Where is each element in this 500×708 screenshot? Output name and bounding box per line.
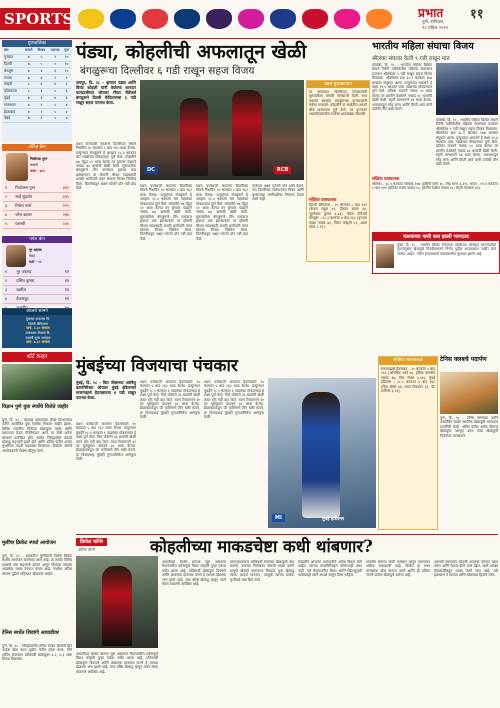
points-table-cell: ५ bbox=[48, 88, 62, 95]
cap-table-cell: ४ bbox=[3, 295, 14, 304]
points-table-cell: ५ bbox=[48, 109, 62, 116]
purple-cap-player-wickets: बळी - १२ bbox=[29, 260, 42, 264]
points-table-cell: ९ bbox=[62, 75, 71, 82]
mumbai-photo bbox=[268, 378, 376, 528]
orange-cap-player-runs: धावा - ३४९ bbox=[30, 169, 45, 173]
points-table-cell: ३ bbox=[35, 88, 48, 95]
cap-table-row bbox=[3, 220, 71, 229]
cap-table-row bbox=[3, 202, 71, 211]
todays-match-line6: सायं. ७.३० वाजता bbox=[26, 340, 50, 344]
women-photo bbox=[436, 63, 498, 115]
left-story1-headline: विज्ञान पुणे युवा स्पर्धेचे विजेते जाहीर bbox=[2, 404, 69, 410]
cap-table-cell: जोस बटलर bbox=[13, 211, 54, 220]
todays-match-title: आजचे सामने bbox=[2, 309, 72, 315]
team-logo-icon bbox=[302, 9, 328, 29]
women-body-col2: कोलंबो, दि. १८ - भारतीय महिला क्रिकेट संघाने तिरंगी मालिकेतील पहिल्या सामन्यात यजमान श्रीलंकेवर ९ गडी राखून सहज विजय मिळवला. श्रीलंकेचा डाव ३८.१ षटकांत १४७ धावांवर संपुष्टात आला. प्रत्युत्तरात भारताने हे लक्ष्य २९.४ षटकांत एका गड्याच्या मोबदल्यात पूर्ण केले. प्रतिका रावलने नाबाद ५० धावा केल्या तर हरलीन देओलने नाबाद ४८ धावांची खेळी केली. स्मृती मानधनाने ४३ धावा केल्या. भारताकडून स्नेह राणा आणि दीप्ती शर्मा यांनी प्रत्येकी तीन बळी घेतले. bbox=[436, 118, 498, 167]
women-body-col1: कोलंबो, दि. १८ - भारतीय महिला क्रिकेट संघाने तिरंगी मालिकेतील पहिल्या सामन्यात यजमान श्रीलंकेवर ९ गडी राखून सहज विजय मिळवला. श्रीलंकेचा डाव ३८.१ षटकांत १४७ धावांवर संपुष्टात आला. प्रत्युत्तरात भारताने हे लक्ष्य २९.४ षटकांत एका गड्याच्या मोबदल्यात पूर्ण केले. प्रतिका रावलने नाबाद ५० धावा केल्या तर हरलीन देओलने नाबाद ४८ धावांची खेळी केली. स्मृती मानधनाने ४३ धावा केल्या. भारताकडून स्नेह राणा आणि दीप्ती शर्मा यांनी प्रत्येकी तीन बळी घेतले. bbox=[372, 63, 432, 112]
short-news-label: शॉर्ट कव्हर bbox=[26, 354, 48, 360]
mumbai-photo-caption: मुंबई इंडियन्स bbox=[322, 517, 344, 522]
purple-cap-player-photo bbox=[6, 245, 26, 267]
left-story3-headline: टेनिस स्पर्धेत शिवांगी आघाडीवर bbox=[2, 630, 59, 636]
cap-table-row bbox=[3, 295, 71, 304]
points-table-row bbox=[3, 61, 71, 68]
page-number: ११ bbox=[470, 7, 484, 22]
points-table-row bbox=[3, 54, 71, 61]
points-table-cell: २ bbox=[48, 61, 62, 68]
points-table-row bbox=[3, 88, 71, 95]
points-table-cell: ७ bbox=[23, 115, 36, 122]
left-story2-headline: मुलींचा क्रिकेट स्पर्धा आयोजन bbox=[2, 540, 56, 546]
main-pull-quote: कर्णधार अक्षर पटेलने दोन बळी घेतले, पण दिल्लीच्या गोलंदाजांना विराट आणि कृणालच्या भागीदारीवर नियंत्रण ठेवता आले नाही. bbox=[252, 184, 304, 202]
points-table-cell: ४ bbox=[62, 109, 71, 116]
player-figure-right bbox=[232, 90, 262, 176]
scoreboard-body: दिल्ली कॅपिटल्स - २० षटकांत ८ बाद १६२ (केएल राहुल ४१, ट्रिस्टन स्टब्स ३४, भुवनेश्वर कुमार ३-३३). रॉयल चॅलेंजर्स बंगळुरू - १८.३ षटकांत ४ बाद १६५ (कृणाल पंड्या नाबाद ७३, विराट कोहली ५१, अक्षर पटेल २-१९). bbox=[309, 203, 367, 230]
todays-match-line5: लखनौ सुपर जायंट्स bbox=[25, 335, 51, 340]
points-table-box bbox=[2, 40, 72, 142]
women-subheadline: श्रीलंका संघावर केली ९ गडी राखून मात bbox=[372, 56, 450, 62]
points-table-row bbox=[3, 68, 71, 75]
points-table-cell: ४ bbox=[48, 81, 62, 88]
brand-logo: प्रभात bbox=[418, 6, 444, 20]
team-logos bbox=[78, 9, 408, 29]
mumbai-player-figure bbox=[302, 392, 340, 518]
points-table-cell: ३ bbox=[35, 95, 48, 102]
purple-cap-player-team: चेन्नई bbox=[29, 254, 35, 258]
points-table-cell: ६ bbox=[62, 88, 71, 95]
points-table-cell: १० bbox=[62, 68, 71, 75]
photo-score-tag-right: RCB bbox=[274, 166, 291, 174]
bottom-kicker: क्रिकेट कॉर्नर bbox=[76, 538, 107, 546]
bottom-photo-kohli bbox=[76, 556, 158, 648]
points-table-cell: १० bbox=[62, 54, 71, 61]
points-table-cell: चेन्नई bbox=[3, 115, 23, 122]
points-table-cell: ४ bbox=[35, 68, 48, 75]
cap-table-row bbox=[3, 268, 71, 277]
cap-table-row bbox=[3, 277, 71, 286]
team-logo-icon bbox=[238, 9, 264, 29]
photo-score-tag-left: DC bbox=[144, 166, 158, 174]
points-table-cell: ७ bbox=[23, 54, 36, 61]
purple-cap-box bbox=[2, 236, 72, 306]
todays-match-line3: सायं. ३.३० वाजता bbox=[26, 326, 50, 330]
left-story1-body: पुणे, दि. १८ - महाराष्ट्र शासनाच्या क्रीडा विभागाच्या वतीने आयोजित युवा स्पर्धेचा निकाल जाहीर झाला. विविध गटांतील विजेत्या खेळाडूंना पदके आणि प्रमाणपत्र देऊन गौरविण्यात आले. या वेळी अनेक मान्यवर उपस्थित होते. स्पर्धेत जिल्ह्यातील शेकडो खेळाडू सहभागी झाले होते आणि अंतिम फेरीत अत्यंत चुरशीच्या लढती पाहायला मिळाल्या. विजेत्या संघांचे आयोजकांनी विशेष कौतुक केले. bbox=[2, 418, 72, 453]
city-line: पुणे, शनिवार, bbox=[422, 20, 445, 25]
mumbai-photo-badge: MI bbox=[272, 514, 285, 522]
orange-cap-title: ऑरेंज कॅप bbox=[2, 144, 72, 151]
points-table-cell: २ bbox=[48, 75, 62, 82]
special-box bbox=[306, 80, 370, 262]
left-story3-body: पुणे, दि. १८ - जिल्हास्तरीय टेनिस स्पर्धेत शिवांगी हिने उत्कृष्ट खेळ करत पुढील फेरीत प्रवेश केला. तिने अंतिम सामन्यात प्रतिस्पर्धी खेळाडूवर ६-२, ६-३ असा विजय मिळवला. bbox=[2, 644, 72, 662]
cap-table-cell: प्रसिध कृष्णा bbox=[14, 277, 55, 286]
points-table-cell: ५ bbox=[35, 61, 48, 68]
cap-table-cell: नूर अहमद bbox=[14, 268, 55, 277]
mumbai-scoreboard-title: संक्षिप्त धावफलक bbox=[379, 357, 437, 365]
bottom-kicker-author: अमित डोंगरे bbox=[78, 547, 96, 552]
mumbai-body-col3: प्रथम फलंदाजी करताना हैदराबादने २० षटकांत ५ बाद १६२ धावा केल्या. प्रत्युत्तरात मुंबईने १८.१ षटकांत ६ गड्यांच्या मोबदल्यात हे लक्ष्य पूर्ण केले. विल जॅक्सने ३६ धावांची खेळी करत दोन गडी बाद केले. रायन रिकल्टनने ३१ तर सूर्यकुमार यादवने २६ धावा केल्या. हैदराबादकडून पॅट कमिन्सने तीन बळी घेतले. या विजयासह मुंबईने गुणतालिकेत आगेकूच केली. bbox=[204, 380, 264, 420]
mumbai-headline: मुंबईच्या विजयाचा पंचकार bbox=[76, 356, 238, 376]
team-logo-icon bbox=[206, 9, 232, 29]
special-box-title: खास मुकाबल्यात bbox=[307, 81, 369, 88]
points-table-cell: ८ bbox=[62, 81, 71, 88]
ad-box-body: मुंबई, दि. १८ - भारतीय क्रिकेट नियामक मंडळाच्या अधिकृत सामन्यातील सूचनांनुसार खेळाडूंचे निवडीबाबतचे निर्णय पुढील आठवड्यात जाहीर केले जाणार आहेत. नवीन हंगामासाठी संघबांधणीस सुरुवात झाली आहे. bbox=[397, 243, 496, 256]
date-line: १८ एप्रिल २०२५ bbox=[422, 26, 449, 31]
orange-cap-player-name: निकोलस पुरन bbox=[30, 157, 48, 161]
cap-table-cell: १ bbox=[3, 268, 14, 277]
points-table-cell: ७ bbox=[23, 109, 36, 116]
team-logo-icon bbox=[142, 9, 168, 29]
points-table-cell: ५ bbox=[35, 54, 48, 61]
cap-table-cell: ५ bbox=[3, 220, 13, 229]
team-logo-icon bbox=[174, 9, 200, 29]
scoreboard-title: संक्षिप्त धावफलक bbox=[309, 197, 337, 202]
points-table-cell: ७ bbox=[23, 95, 36, 102]
bottom-col1: आयपीएल स्पर्धेत सामना सुरू असताना मैदानावरील वर्तनामुळे विराट कोहली पुन्हा एकदा चर्चेत आला आहे. प्रतिस्पर्धी खेळाडूंना डिवचणे आणि आक्रमक हावभाव करणे हे त्याच्या खेळाचा भाग झाले आहे. मात्र वरिष्ठ खेळाडू म्हणून त्याने संयम बाळगणे अपेक्षित आहे. bbox=[162, 560, 226, 587]
special-box-body: या सामन्यात दिल्लीच्या गोलंदाजांनी सुरुवातीला चांगली गोलंदाजी केली. मात्र मधल्या षटकांत बंगळुरूच्या फलंदाजांनी वर्चस्व गाजवले. कोहलीने या स्पर्धेतील आपले चौथे अर्धशतक पूर्ण केले. तर कृणालने आयपीएलमधील सर्वोच्च धावसंख्या नोंदवली. bbox=[309, 90, 367, 117]
main-photo-kohli-krunal bbox=[140, 80, 304, 180]
cap-table-cell: १२ bbox=[56, 268, 71, 277]
points-table-row bbox=[3, 115, 71, 122]
points-table-cell: मुंबई bbox=[3, 95, 23, 102]
women-scoreboard-title: संक्षिप्त धावफलक bbox=[372, 176, 400, 181]
tennis-photo bbox=[440, 372, 498, 414]
bottom-story-rule bbox=[76, 534, 498, 535]
points-table-cell: लखनौ bbox=[3, 81, 23, 88]
points-table-cell: गुजरात bbox=[3, 54, 23, 61]
points-table-cell: ४ bbox=[62, 102, 71, 109]
main-body-col2: प्रथम फलंदाजी करताना दिल्लीच्या संघाने निर्धारित २० षटकांत ८ बाद १६२ धावा केल्या. प्रत्युत्तरात बंगळुरूने हे आव्हान १८.३ षटकांत चार गड्यांच्या मोबदल्यात पूर्ण केले. कोहलीने ४७ चेंडूत ५१ धावा केल्या तर कृणाल पंड्याने नाबाद ७३ धावांची खेळी केली. सुरुवातीला बंगळुरूचे तीन फलंदाज झटपट बाद झाल्यानंतर या दोघांनी चौथ्या गड्यासाठी शतकी भागीदारी करत संघाचा विजय निश्चित केला. दिल्लीकडून अक्षर पटेलने दोन गडी बाद केले. bbox=[140, 184, 192, 241]
cap-table-cell: निकोलस पुरन bbox=[13, 184, 54, 193]
points-table-cell: ६ bbox=[62, 95, 71, 102]
team-logo-icon bbox=[110, 9, 136, 29]
cap-table-cell: हेजलवूड bbox=[14, 295, 55, 304]
purple-cap-player-name: नूर अहमद bbox=[29, 248, 42, 252]
women-scoreboard-body: श्रीलंका - ३८.१ षटकांत सर्वबाद १४७ (हसिनी परेरा ३०, स्नेह राणा ३-३१). भारत - २९.४ षटकांत १ बाद १४९ (प्रतिका रावल नाबाद ५०, हरलीन देओल नाबाद ४८, स्मृती मानधना ४३). bbox=[372, 182, 498, 191]
points-table-cell: ५ bbox=[48, 102, 62, 109]
points-table-column-header: सामने bbox=[23, 48, 36, 54]
player-figure-left bbox=[180, 98, 208, 176]
mumbai-scoreboard-body: सनरायझर्स हैदराबाद - २० षटकांत ५ बाद १६२ (अभिषेक शर्मा ४०, हेन्रिक क्लासेन नाबाद ३७, विल जॅक्स २-१४). मुंबई इंडियन्स - १८.१ षटकांत ६ बाद १६६ (विल जॅक्स ३६, रायन रिकल्टन ३१, पॅट कमिन्स ३-२६). bbox=[381, 367, 435, 394]
section-label: SPORTS bbox=[0, 8, 70, 30]
points-table-cell: ७ bbox=[23, 68, 36, 75]
team-logo-icon bbox=[270, 9, 296, 29]
points-table-cell: २ bbox=[35, 109, 48, 116]
points-table-cell: हैदराबाद bbox=[3, 109, 23, 116]
cap-table-cell: १ bbox=[3, 184, 13, 193]
ad-box bbox=[372, 232, 500, 274]
todays-match-line2: दिल्ली कॅपिटल्स bbox=[28, 321, 48, 326]
orange-cap-player-photo bbox=[6, 153, 28, 181]
points-table-row bbox=[3, 81, 71, 88]
cap-table-cell: खलील bbox=[14, 286, 55, 295]
main-subheadline: बंगळुरूचा दिल्लीवर ६ गडी राखून सहज विजय bbox=[80, 65, 255, 77]
cap-table-row bbox=[3, 193, 71, 202]
orange-cap-player-team: लखनौ bbox=[30, 163, 38, 167]
mumbai-body-col2: प्रथम फलंदाजी करताना हैदराबादने २० षटकांत ५ बाद १६२ धावा केल्या. प्रत्युत्तरात मुंबईने १८.१ षटकांत ६ गड्यांच्या मोबदल्यात हे लक्ष्य पूर्ण केले. विल जॅक्सने ३६ धावांची खेळी करत दोन गडी बाद केले. रायन रिकल्टनने ३१ तर सूर्यकुमार यादवने २६ धावा केल्या. हैदराबादकडून पॅट कमिन्सने तीन बळी घेतले. या विजयासह मुंबईने गुणतालिकेत आगेकूच केली. bbox=[140, 380, 200, 420]
cap-table-cell: ३३९ bbox=[54, 193, 71, 202]
points-table-cell: १० bbox=[62, 61, 71, 68]
points-table-cell: ७ bbox=[23, 75, 36, 82]
mumbai-scoreboard-box bbox=[378, 356, 438, 530]
points-table-cell: २ bbox=[35, 115, 48, 122]
points-table-column-header: संघ bbox=[3, 48, 23, 54]
main-body-col1: प्रथम फलंदाजी करताना दिल्लीच्या संघाने निर्धारित २० षटकांत ८ बाद १६२ धावा केल्या. प्रत्युत्तरात बंगळुरूने हे आव्हान १८.३ षटकांत चार गड्यांच्या मोबदल्यात पूर्ण केले. कोहलीने ४७ चेंडूत ५१ धावा केल्या तर कृणाल पंड्याने नाबाद ७३ धावांची खेळी केली. सुरुवातीला बंगळुरूचे तीन फलंदाज झटपट बाद झाल्यानंतर या दोघांनी चौथ्या गड्यासाठी शतकी भागीदारी करत संघाचा विजय निश्चित केला. दिल्लीकडून अक्षर पटेलने दोन गडी बाद केले. bbox=[76, 142, 136, 191]
ad-box-title: पालकच्या नासी कश इडली भरगटला bbox=[373, 233, 499, 241]
points-table-cell: ४ bbox=[35, 81, 48, 88]
ad-box-photo bbox=[376, 244, 394, 268]
cap-table-cell: ३ bbox=[3, 202, 13, 211]
points-table-cell: पंजाब bbox=[3, 75, 23, 82]
points-table-cell: ३ bbox=[48, 68, 62, 75]
mumbai-body-col1: प्रथम फलंदाजी करताना हैदराबादने २० षटकांत ५ बाद १६२ धावा केल्या. प्रत्युत्तरात मुंबईने १८.१ षटकांत ६ गड्यांच्या मोबदल्यात हे लक्ष्य पूर्ण केले. विल जॅक्सने ३६ धावांची खेळी करत दोन गडी बाद केले. रायन रिकल्टनने ३१ तर सूर्यकुमार यादवने २६ धावा केल्या. हैदराबादकडून पॅट कमिन्सने तीन बळी घेतले. या विजयासह मुंबईने गुणतालिकेत आगेकूच केली. bbox=[76, 422, 136, 462]
points-table-cell: ७ bbox=[23, 61, 36, 68]
todays-match-line4: राजस्थान रॉयल्स वि. bbox=[25, 331, 51, 335]
points-table-cell: २ bbox=[48, 54, 62, 61]
points-table-cell: कोलकाता bbox=[3, 88, 23, 95]
points-table-cell: ४ bbox=[62, 115, 71, 122]
points-table-column-header: विजय bbox=[35, 48, 48, 54]
page-header bbox=[0, 0, 500, 39]
cap-table-cell: ३४९ bbox=[54, 184, 71, 193]
short-news-photo bbox=[2, 364, 72, 400]
cap-table-cell: मिचेल मार्श bbox=[13, 202, 54, 211]
orange-cap-box bbox=[2, 144, 72, 234]
cap-table-cell: ३ bbox=[3, 286, 14, 295]
todays-match-box bbox=[2, 308, 72, 348]
points-table-cell: ४ bbox=[48, 95, 62, 102]
bottom-col4: भारतीय संघाचा माजी कर्णधार म्हणून त्याच्यावर अधिक जबाबदारी आहे. क्रिकेट हा सभ्य माणसांचा खेळ मानला जातो आणि ही प्रतिमा जपणे प्रत्येक खेळाडूचे कर्तव्य आहे. bbox=[366, 560, 430, 578]
left-story2-body: पुणे, दि. १८ - शहरातील मुलींसाठी विशेष क्रिकेट स्पर्धेचे आयोजन करण्यात आले आहे. या स्पर्धेत विविध शाळांचे संघ सहभागी होणार असून विजेत्या संघाला आकर्षक चषक देण्यात येणार आहे. स्पर्धेचा अंतिम सामना पुढील महिन्यात खेळवला जाईल. bbox=[2, 554, 72, 576]
bottom-col0: आयपीएल स्पर्धेत सामना सुरू असताना मैदानावरील वर्तनामुळे विराट कोहली पुन्हा एकदा चर्चेत आला आहे. प्रतिस्पर्धी खेळाडूंना डिवचणे आणि आक्रमक हावभाव करणे हे त्याच्या खेळाचा भाग झाले आहे. मात्र वरिष्ठ खेळाडू म्हणून त्याने संयम बाळगणे अपेक्षित आहे. bbox=[76, 652, 158, 674]
cap-table-cell: ११ bbox=[56, 286, 71, 295]
cap-table-row bbox=[3, 184, 71, 193]
cap-table-row bbox=[3, 286, 71, 295]
cap-table-cell: २९९ bbox=[54, 202, 71, 211]
points-table-row bbox=[3, 95, 71, 102]
purple-cap-table bbox=[3, 268, 71, 313]
bottom-col3: कोहलीने आपल्या फलंदाजीने अनेक विक्रम केले आहेत. त्याच्या कामगिरीबद्दल कोणालाही शंका नाही. पण मैदानावरील शिस्त आणि खिलाडूवृत्ती याबाबतही त्याने आदर्श घालून दिला पाहिजे. bbox=[298, 560, 362, 578]
cap-table-row bbox=[3, 211, 71, 220]
tennis-body: पुणे, दि. १८ - टेनिस क्लबच्या वतीने आयोजित स्पर्धेत स्थानिक खेळाडूंनी चमकदार कामगिरी केली. अंतिम फेरीत अनेक दिग्गज खेळाडूंना पराभूत करत नव्या खेळाडूंनी विजेतेपद पटकावले. bbox=[440, 416, 498, 438]
points-table-cell: बंगळुरू bbox=[3, 68, 23, 75]
cap-table-cell: २४४ bbox=[54, 211, 71, 220]
bottom-player-figure bbox=[102, 566, 132, 646]
cap-table-cell: साई सुदर्शन bbox=[13, 193, 54, 202]
tennis-headline: टेनिस क्लबचे पदार्पण bbox=[440, 356, 487, 363]
short-news-banner bbox=[2, 352, 72, 362]
cap-table-cell: १२ bbox=[56, 277, 71, 286]
todays-match-line1: गुजरात टायटन्स वि. bbox=[25, 317, 51, 321]
bottom-col5: आगामी सामन्यांत कोहली आपल्या वर्तनात बदल करेल आणि केवळ बॅटने उत्तर देईल, अशी अपेक्षा क्रीडाप्रेमींकडून व्यक्त केली जात आहे. तसे झाल्यास ते त्याच्या आणि खेळाच्या हिताचे ठरेल. bbox=[434, 560, 498, 578]
points-table-cell: ८ bbox=[23, 81, 36, 88]
points-table-cell: ५ bbox=[48, 115, 62, 122]
points-table-column-header: पराभव bbox=[48, 48, 62, 54]
points-table-row bbox=[3, 109, 71, 116]
points-table bbox=[3, 48, 71, 123]
team-logo-icon bbox=[366, 9, 392, 29]
points-table-row bbox=[3, 75, 71, 82]
points-table-cell: ४ bbox=[35, 75, 48, 82]
points-table-row bbox=[3, 102, 71, 109]
main-body-col3: प्रथम फलंदाजी करताना दिल्लीच्या संघाने निर्धारित २० षटकांत ८ बाद १६२ धावा केल्या. प्रत्युत्तरात बंगळुरूने हे आव्हान १८.३ षटकांत चार गड्यांच्या मोबदल्यात पूर्ण केले. कोहलीने ४७ चेंडूत ५१ धावा केल्या तर कृणाल पंड्याने नाबाद ७३ धावांची खेळी केली. सुरुवातीला बंगळुरूचे तीन फलंदाज झटपट बाद झाल्यानंतर या दोघांनी चौथ्या गड्यासाठी शतकी भागीदारी करत संघाचा विजय निश्चित केला. दिल्लीकडून अक्षर पटेलने दोन गडी बाद केले. bbox=[196, 184, 248, 241]
team-logo-icon bbox=[334, 9, 360, 29]
points-table-cell: ७ bbox=[23, 102, 36, 109]
women-headline: भारतीय महिला संघाचा विजय bbox=[372, 41, 474, 52]
points-table-cell: २ bbox=[35, 102, 48, 109]
cap-table-cell: २ bbox=[3, 277, 14, 286]
team-logo-icon bbox=[78, 9, 104, 29]
points-table-cell: ८ bbox=[23, 88, 36, 95]
cap-table-cell: ४ bbox=[3, 211, 13, 220]
points-table-cell: दिल्ली bbox=[3, 61, 23, 68]
points-table-cell: राजस्थान bbox=[3, 102, 23, 109]
purple-cap-title: पर्पल कॅप bbox=[2, 236, 72, 243]
cap-table-cell: यशस्वी bbox=[13, 220, 54, 229]
cap-table-cell: २३५ bbox=[54, 220, 71, 229]
main-lead: जयपूर, दि. १८ - कृणाल पंड्या आणि विराट कोहली यांनी केलेल्या शानदार फलंदाजीच्या जोरावर रॉयल चॅलेंजर्स बंगळुरूने दिल्ली कॅपिटल्सचा ६ गडी राखून सहज पराभव केला. bbox=[76, 80, 136, 105]
mumbai-lead: मुंबई, दि. १८ - विल जॅक्सच्या अष्टपैलू कामगिरीच्या जोरावर मुंबई इंडियन्सने सनरायझर्स हैदराबादचा ४ गडी राखून पराभव केला. bbox=[76, 380, 136, 400]
main-headline: पंड्या, कोहलीची अफलातून खेळी bbox=[76, 41, 307, 63]
points-table-column-header: गुण bbox=[62, 48, 71, 54]
cap-table-cell: २ bbox=[3, 193, 13, 202]
cap-table-cell: ११ bbox=[56, 295, 71, 304]
bottom-col2: सामन्यादरम्यान प्रतिस्पर्धी संघाच्या खेळाडूंशी वाद घालणे, पंचांच्या निर्णयावर नाराजी व्यक्त करणे यामुळे खेळाचे वातावरण बिघडते. युवा खेळाडू त्याला आदर्श मानतात, त्यामुळे त्याच्या प्रत्येक कृतीकडे लक्ष दिले जाते. bbox=[230, 560, 294, 582]
bottom-headline: कोहलीच्या माकडचेष्टा कधी थांबणार? bbox=[150, 537, 373, 556]
points-table-title: गुणतालिका bbox=[2, 40, 72, 47]
orange-cap-table bbox=[3, 184, 71, 229]
